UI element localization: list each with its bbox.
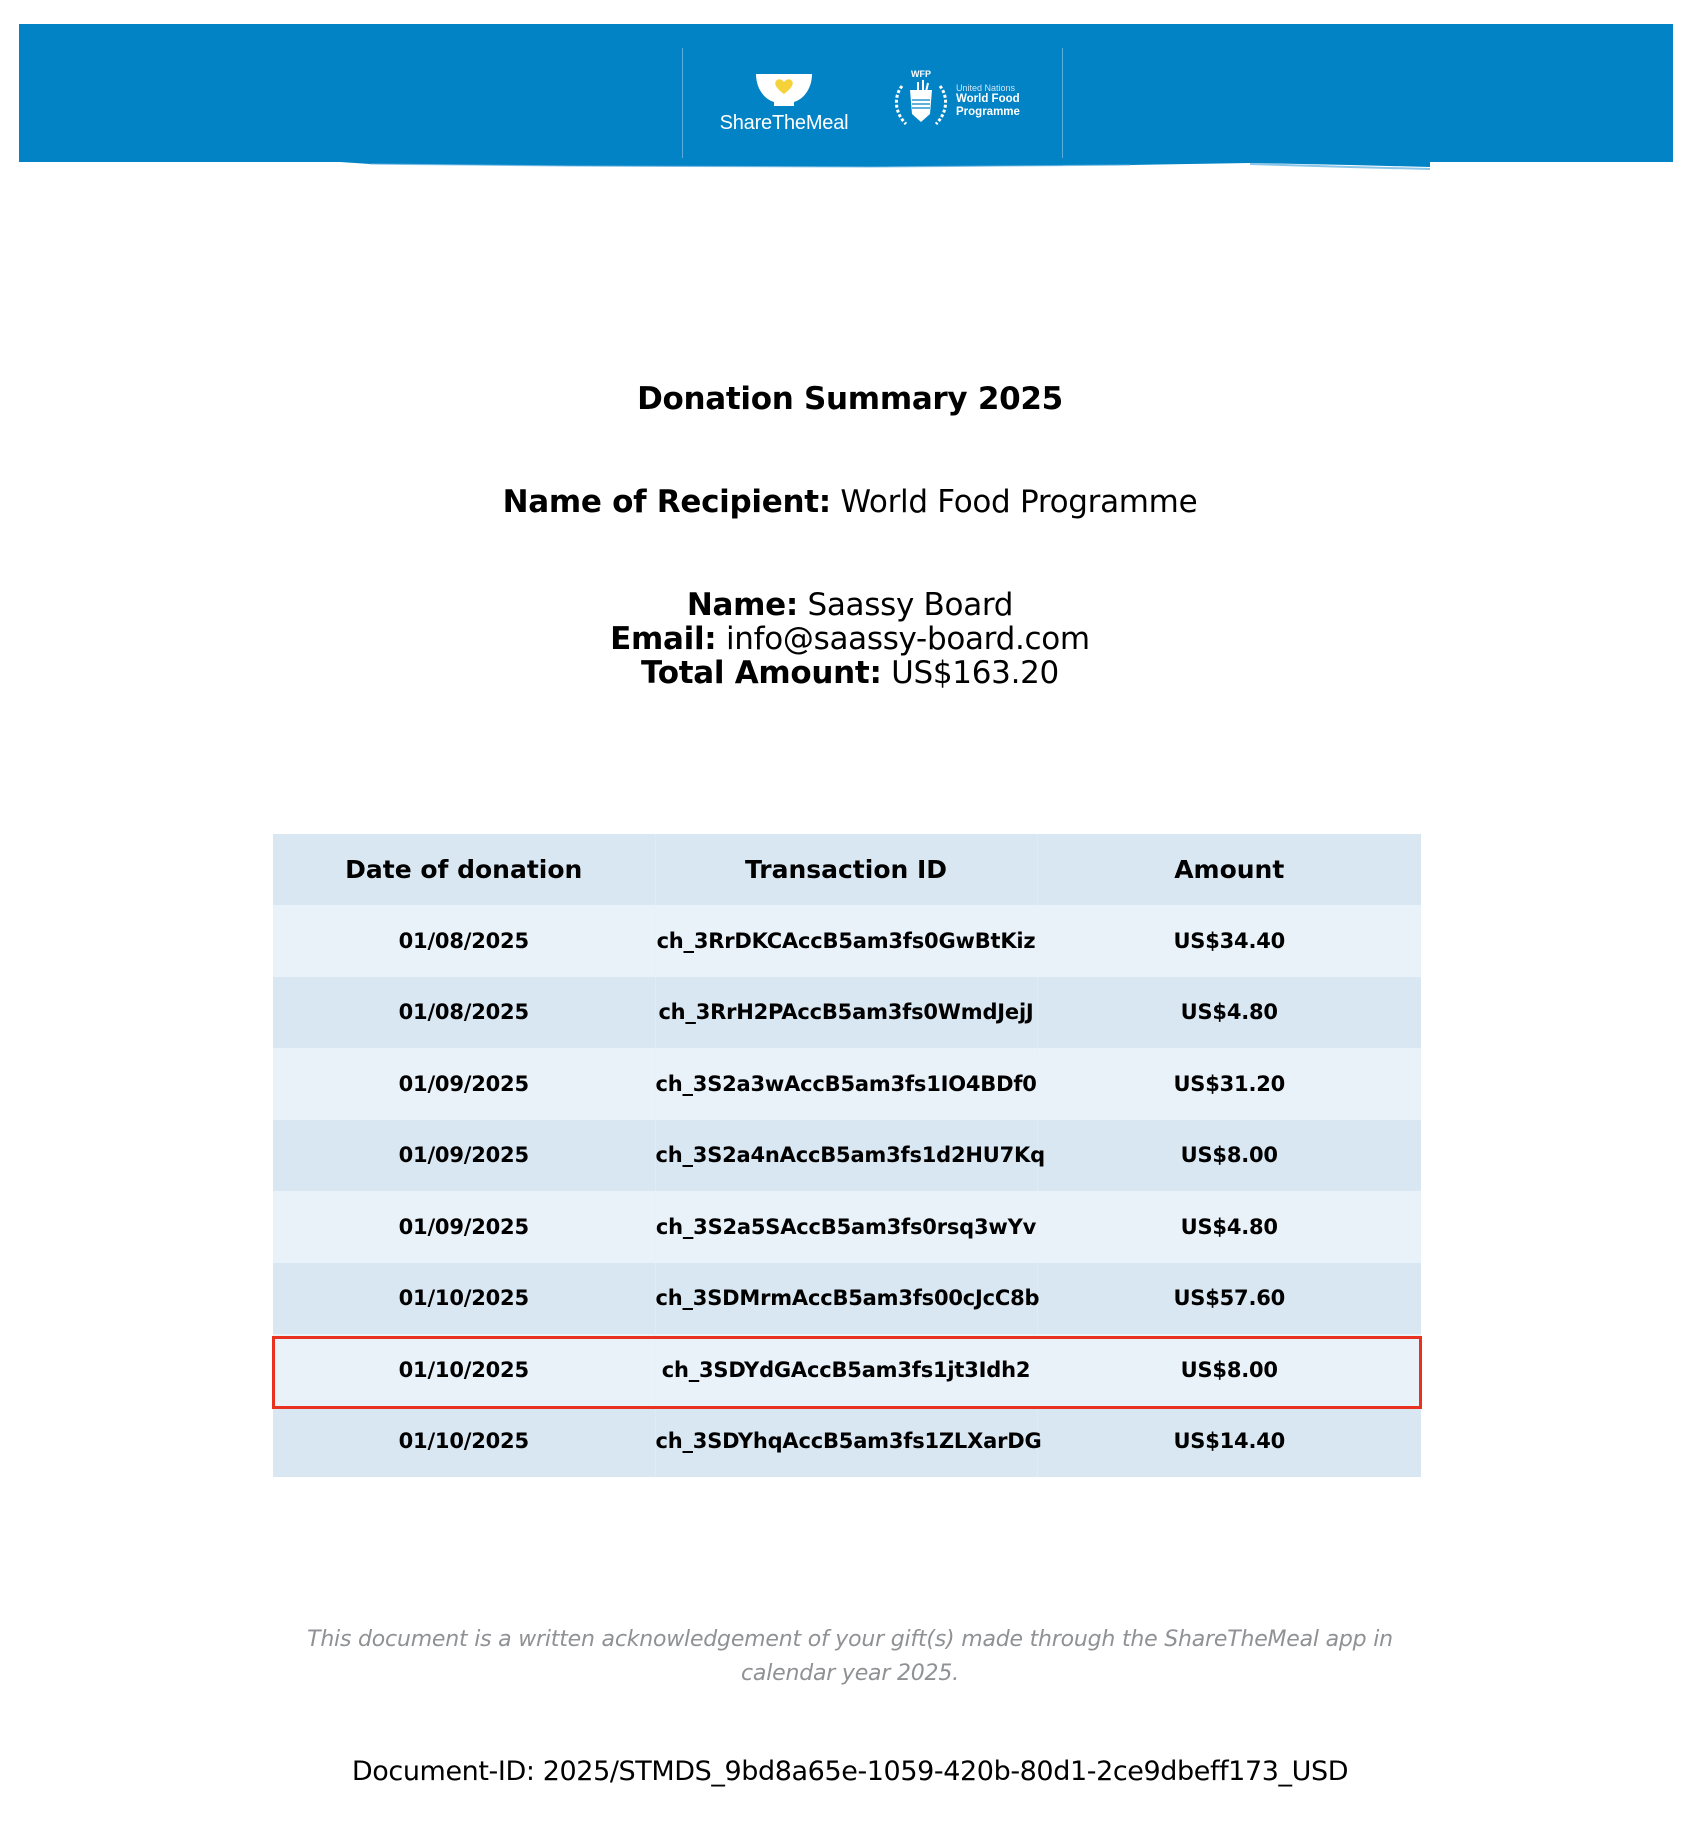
sharethemeal-logo <box>719 70 849 150</box>
table-row-highlighted <box>273 1334 1421 1406</box>
cell-amount: US$4.80 <box>1037 977 1421 1049</box>
total-amount-line <box>0 656 1700 690</box>
page-title: Donation Summary 2025 <box>637 381 1063 417</box>
column-header-amount: Amount <box>1037 834 1421 905</box>
cell-transaction-id: ch_3S2a3wAccB5am3fs1IO4BDf0 <box>655 1048 1037 1120</box>
cell-transaction-id: ch_3RrDKCAccB5am3fs0GwBtKiz <box>655 905 1037 977</box>
name-label: Name: <box>686 587 798 623</box>
table-row <box>273 1120 1421 1192</box>
cell-transaction-id: ch_3SDYdGAccB5am3fs1jt3Idh2 <box>655 1334 1037 1406</box>
header-banner <box>19 24 1673 162</box>
cell-transaction-id: ch_3SDMrmAccB5am3fs00cJcC8b <box>655 1263 1037 1335</box>
recipient-label: Name of Recipient: <box>502 484 831 520</box>
cell-date: 01/10/2025 <box>398 1429 529 1454</box>
donor-info <box>0 588 1700 690</box>
cell-date: 01/09/2025 <box>398 1071 529 1096</box>
cell-amount: US$4.80 <box>1037 1191 1421 1263</box>
cell-date: 01/09/2025 <box>398 1143 529 1168</box>
cell-date: 01/10/2025 <box>398 1286 529 1311</box>
table-row <box>273 1191 1421 1263</box>
sharethemeal-wordmark: ShareTheMeal <box>719 112 849 134</box>
acknowledgement-note: This document is a written acknowledgement of your gift(s) made through the ShareTheMeal app in calendar year 2025. <box>307 1627 1393 1686</box>
table-row <box>273 1406 1421 1478</box>
donor-name-line <box>0 588 1700 622</box>
cell-date: 01/08/2025 <box>398 928 529 953</box>
wfp-logo <box>890 68 1050 148</box>
cell-amount: US$8.00 <box>1037 1334 1421 1406</box>
column-header-transaction-id: Transaction ID <box>655 834 1037 905</box>
logo-box <box>682 48 1063 166</box>
brush-stroke-decoration <box>270 158 1430 176</box>
cell-transaction-id: ch_3S2a5SAccB5am3fs0rsq3wYv <box>655 1191 1037 1263</box>
table-header-row <box>273 834 1421 905</box>
total-label: Total Amount: <box>641 655 882 691</box>
document-id: Document-ID: 2025/STMDS_9bd8a65e-1059-420b-80d1-2ce9dbeff173_USD <box>351 1756 1349 1787</box>
cell-transaction-id: ch_3RrH2PAccB5am3fs0WmdJejJ <box>655 977 1037 1049</box>
svg-text:WFP: WFP <box>911 69 931 79</box>
cell-amount: US$34.40 <box>1037 905 1421 977</box>
table-row <box>273 977 1421 1049</box>
cell-transaction-id: ch_3SDYhqAccB5am3fs1ZLXarDG <box>655 1406 1037 1478</box>
total-value: US$163.20 <box>891 655 1059 691</box>
wfp-wordmark: United Nations World Food Programme <box>956 83 1020 118</box>
email-value: info@saassy-board.com <box>725 621 1090 657</box>
column-header-date: Date of donation <box>345 855 583 884</box>
cell-amount: US$8.00 <box>1037 1120 1421 1192</box>
cell-amount: US$57.60 <box>1037 1263 1421 1335</box>
cell-transaction-id: ch_3S2a4nAccB5am3fs1d2HU7Kq <box>655 1120 1037 1192</box>
recipient-value: World Food Programme <box>840 484 1198 520</box>
table-row <box>273 905 1421 977</box>
name-value: Saassy Board <box>807 587 1014 623</box>
bowl-heart-icon <box>719 70 849 108</box>
cell-amount: US$31.20 <box>1037 1048 1421 1120</box>
table-row <box>273 1263 1421 1335</box>
donor-email-line <box>0 622 1700 656</box>
wfp-emblem-icon <box>890 68 952 136</box>
donations-table <box>273 834 1421 1477</box>
email-label: Email: <box>610 621 717 657</box>
cell-date: 01/10/2025 <box>398 1357 529 1382</box>
recipient-line <box>0 484 1700 520</box>
table-row <box>273 1048 1421 1120</box>
cell-date: 01/08/2025 <box>398 1000 529 1025</box>
cell-date: 01/09/2025 <box>398 1214 529 1239</box>
cell-amount: US$14.40 <box>1037 1406 1421 1478</box>
